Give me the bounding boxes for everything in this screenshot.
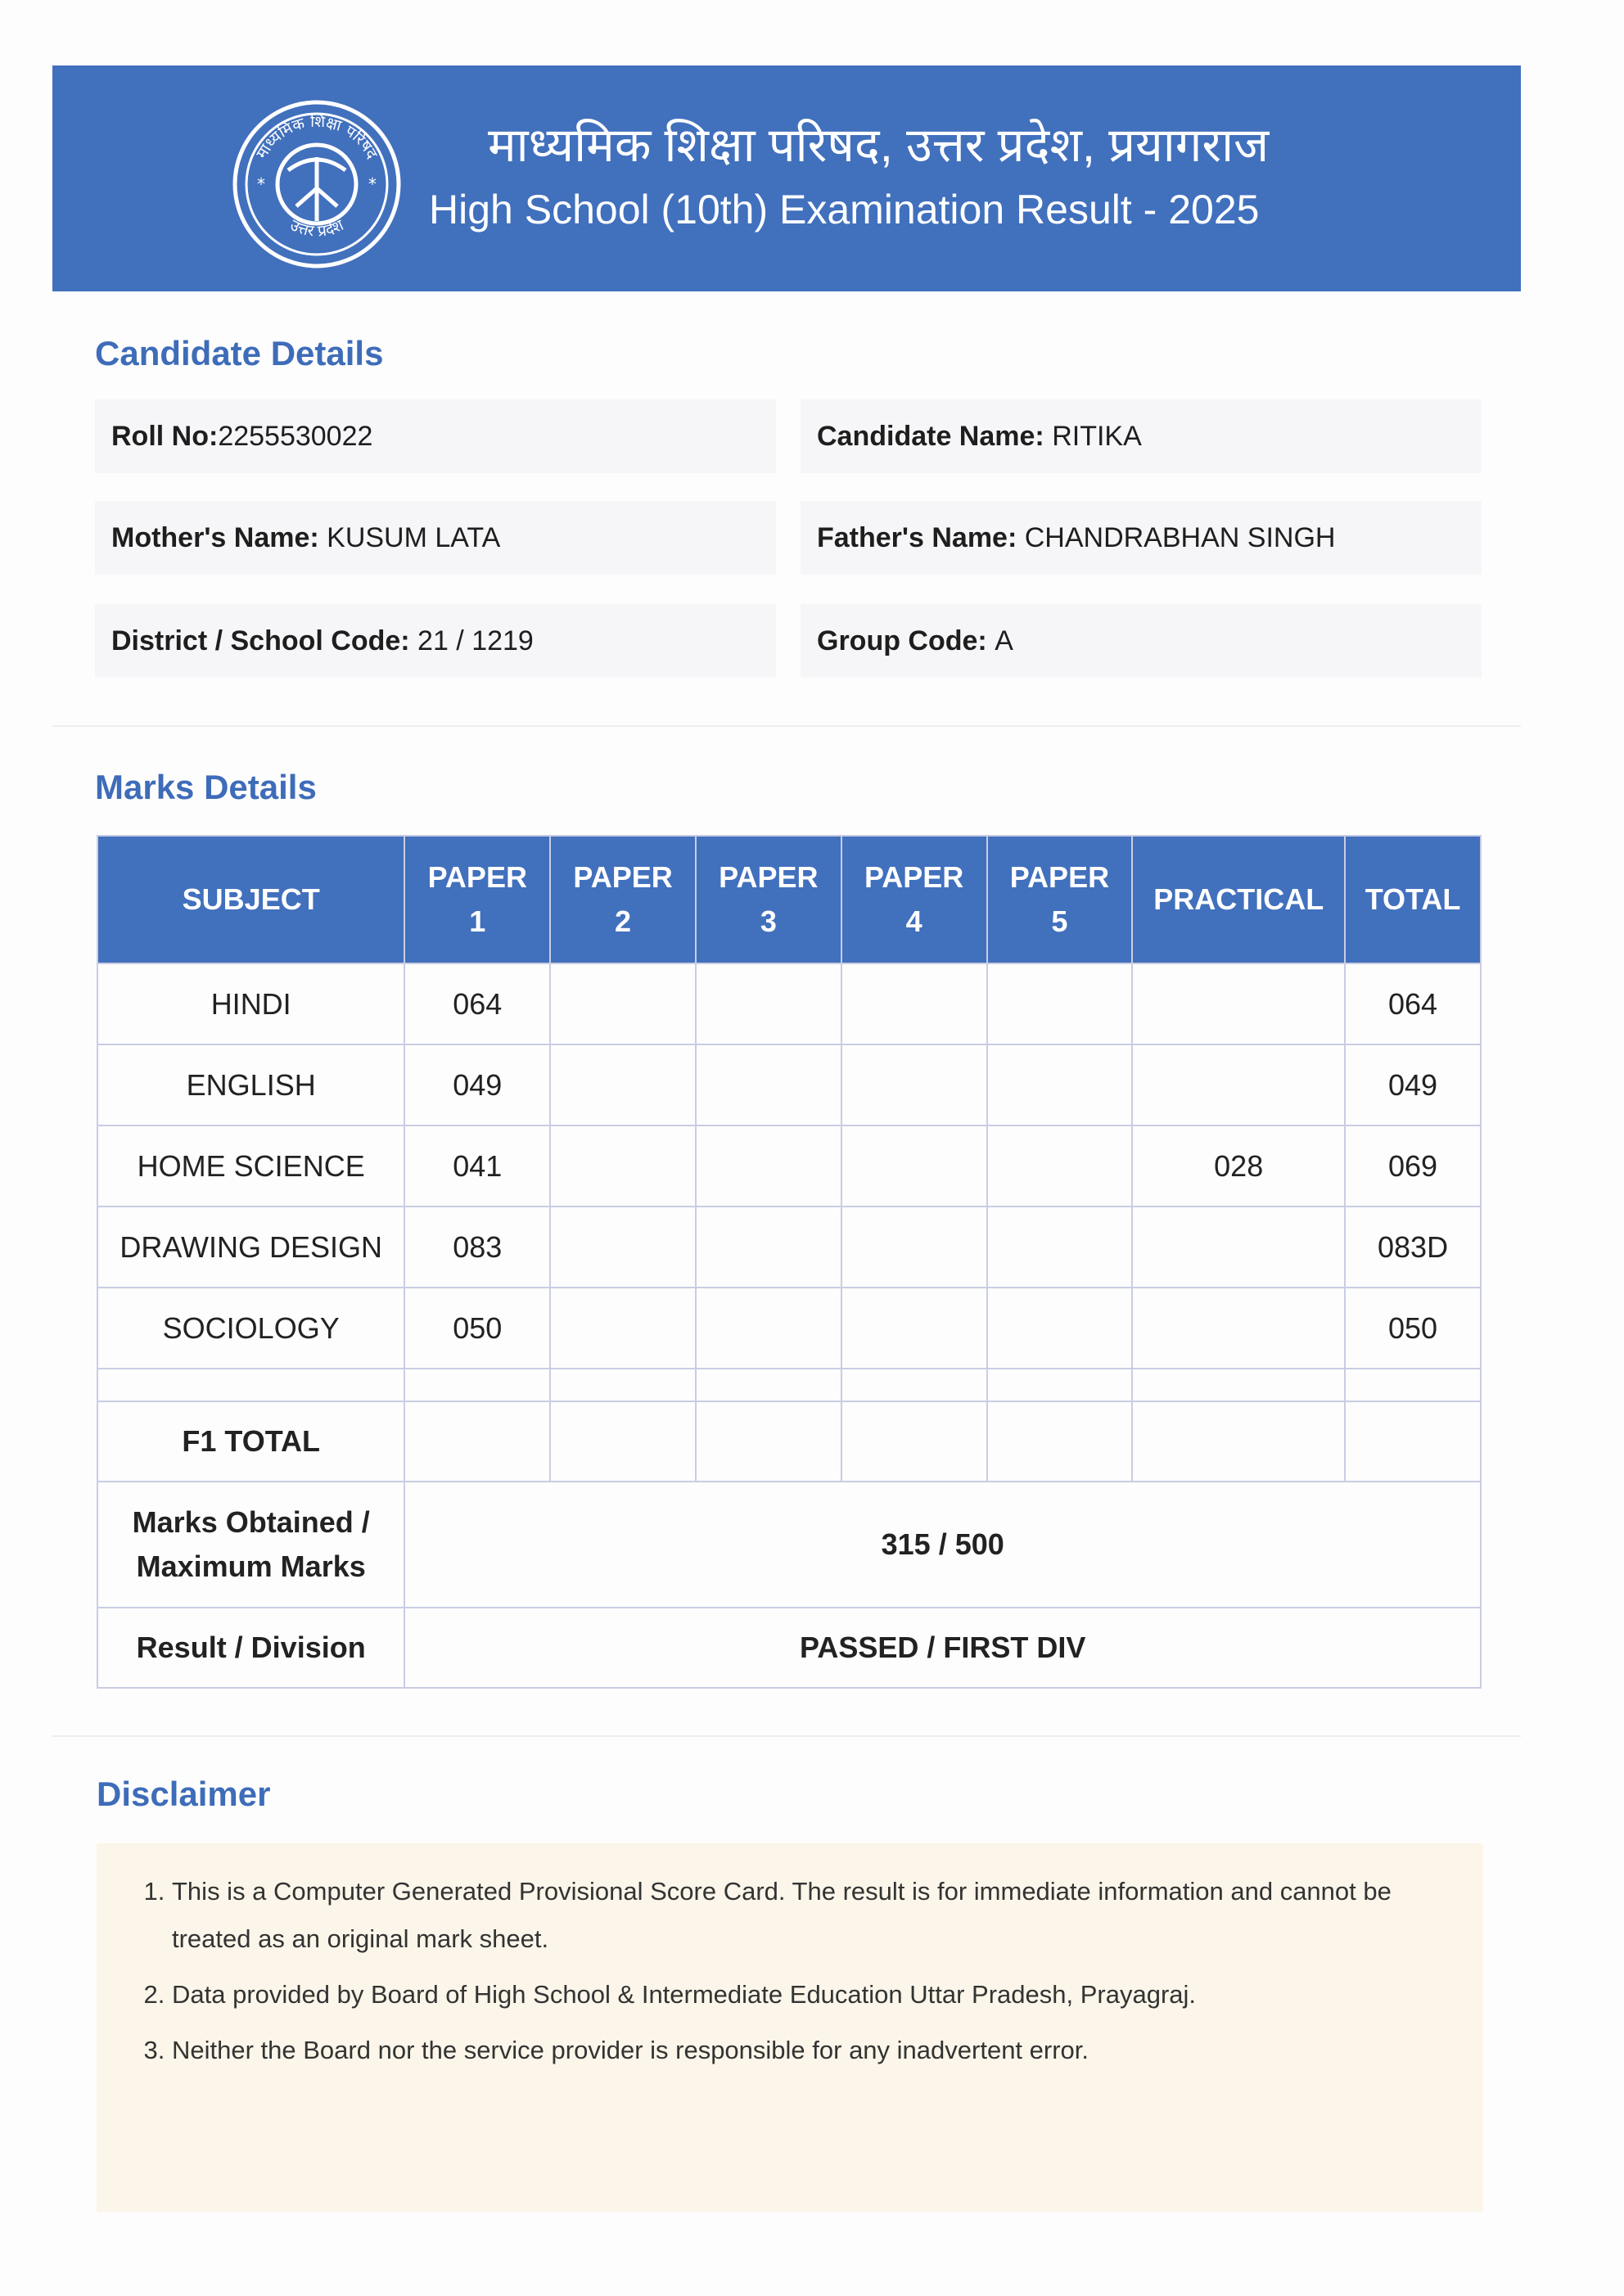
subject-cell: HOME SCIENCE (97, 1125, 404, 1207)
paper-3-cell (696, 963, 841, 1044)
paper-3-cell (696, 1044, 841, 1125)
paper-5-cell (987, 1044, 1133, 1125)
paper-2-cell (550, 1207, 696, 1288)
header-practical: PRACTICAL (1132, 836, 1345, 963)
header-banner (52, 65, 1521, 291)
header-paper-2: PAPER 2 (550, 836, 696, 963)
roll-no-field (95, 399, 776, 473)
header-paper-3: PAPER 3 (696, 836, 841, 963)
result-label: Result / Division (97, 1608, 404, 1688)
paper-1-cell: 083 (404, 1207, 550, 1288)
marks-details-title: Marks Details (95, 768, 317, 806)
paper-2-cell (550, 1044, 696, 1125)
marks-header-row (97, 836, 1481, 963)
paper-5-cell (987, 1288, 1133, 1369)
paper-5-cell (987, 1125, 1133, 1207)
paper-4-cell (841, 1288, 987, 1369)
disclaimer-title: Disclaimer (97, 1775, 271, 1813)
spacer-row (97, 1369, 1481, 1401)
district-school-code-field (95, 604, 776, 678)
table-row (97, 1044, 1481, 1125)
roll-no-label: Roll No: (111, 420, 219, 452)
svg-text:माध्यमिक शिक्षा परिषद (253, 112, 381, 163)
paper-1-cell: 050 (404, 1288, 550, 1369)
result-row (97, 1608, 1481, 1688)
paper-1-cell: 041 (404, 1125, 550, 1207)
total-cell: 069 (1345, 1125, 1481, 1207)
section-divider (52, 725, 1521, 727)
title-hindi: माध्यमिक शिक्षा परिषद, उत्तर प्रदेश, प्रयागराज (488, 119, 1270, 172)
mother-name-label: Mother's Name: (111, 521, 327, 553)
svg-text:*: * (368, 174, 377, 194)
candidate-name-field (801, 399, 1482, 473)
total-cell: 050 (1345, 1288, 1481, 1369)
paper-4-cell (841, 1044, 987, 1125)
practical-cell (1132, 963, 1345, 1044)
marks-obtained-row (97, 1482, 1481, 1608)
paper-4-cell (841, 1125, 987, 1207)
subject-cell: DRAWING DESIGN (97, 1207, 404, 1288)
group-code-field (801, 604, 1482, 678)
header-paper-5: PAPER 5 (987, 836, 1133, 963)
paper-3-cell (696, 1125, 841, 1207)
candidate-name-label: Candidate Name: (817, 420, 1053, 452)
table-row (97, 1125, 1481, 1207)
paper-1-cell: 064 (404, 963, 550, 1044)
paper-5-cell (987, 1207, 1133, 1288)
candidate-details-title: Candidate Details (95, 334, 384, 372)
seal-text-top: माध्यमिक शिक्षा परिषद (252, 112, 381, 162)
board-seal-icon (231, 98, 403, 270)
paper-4-cell (841, 1207, 987, 1288)
paper-2-cell (550, 1288, 696, 1369)
practical-cell (1132, 1288, 1345, 1369)
header-total: TOTAL (1345, 836, 1481, 963)
father-name-field (801, 501, 1482, 575)
total-cell: 083D (1345, 1207, 1481, 1288)
f1-total-label: F1 TOTAL (97, 1401, 404, 1482)
practical-cell (1132, 1044, 1345, 1125)
disclaimer-list (126, 1868, 1450, 2074)
header-paper-4: PAPER 4 (841, 836, 987, 963)
total-cell: 049 (1345, 1044, 1481, 1125)
list-item: 1. This is a Computer Generated Provisional Score Card. The result is for immediate information and cannot be treated as an original mark sheet. (172, 1868, 1450, 1963)
header-paper-1: PAPER 1 (404, 836, 550, 963)
practical-cell (1132, 1207, 1345, 1288)
paper-3-cell (696, 1207, 841, 1288)
disclaimer-box (97, 1843, 1483, 2212)
paper-3-cell (696, 1288, 841, 1369)
title-english: High School (10th) Examination Result - 2025 (429, 187, 1260, 232)
father-name-value: CHANDRABHAN SINGH (1024, 521, 1336, 553)
district-school-code-value: 21 / 1219 (417, 625, 534, 656)
table-row (97, 963, 1481, 1044)
paper-1-cell: 049 (404, 1044, 550, 1125)
section-divider (52, 1735, 1521, 1737)
subject-cell: SOCIOLOGY (97, 1288, 404, 1369)
table-row (97, 1207, 1481, 1288)
group-code-label: Group Code: (817, 625, 995, 656)
marks-obtained-value: 315 / 500 (404, 1482, 1481, 1608)
list-item: 2. Data provided by Board of High School & Intermediate Education Uttar Pradesh, Prayagraj. (172, 1971, 1450, 2019)
practical-cell: 028 (1132, 1125, 1345, 1207)
seal-text-bottom: उत्तर प्रदेश (286, 216, 347, 241)
paper-2-cell (550, 1125, 696, 1207)
banner-title-block (429, 113, 1269, 241)
mother-name-field (95, 501, 776, 575)
subject-cell: ENGLISH (97, 1044, 404, 1125)
district-school-code-label: District / School Code: (111, 625, 418, 656)
paper-4-cell (841, 963, 987, 1044)
total-cell: 064 (1345, 963, 1481, 1044)
father-name-label: Father's Name: (817, 521, 1025, 553)
header-subject: SUBJECT (97, 836, 404, 963)
subject-cell: HINDI (97, 963, 404, 1044)
paper-2-cell (550, 963, 696, 1044)
group-code-value: A (995, 625, 1013, 656)
table-row (97, 1288, 1481, 1369)
svg-text:*: * (257, 174, 265, 194)
list-item: 3. Neither the Board nor the service provider is responsible for any inadvertent error. (172, 2027, 1450, 2074)
roll-no-value: 2255530022 (218, 420, 373, 452)
marks-obtained-label: Marks Obtained / Maximum Marks (97, 1482, 404, 1608)
f1-total-row (97, 1401, 1481, 1482)
result-value: PASSED / FIRST DIV (404, 1608, 1481, 1688)
paper-5-cell (987, 963, 1133, 1044)
candidate-name-value: RITIKA (1052, 420, 1142, 452)
marks-table (97, 835, 1482, 1689)
mother-name-value: KUSUM LATA (327, 521, 501, 553)
